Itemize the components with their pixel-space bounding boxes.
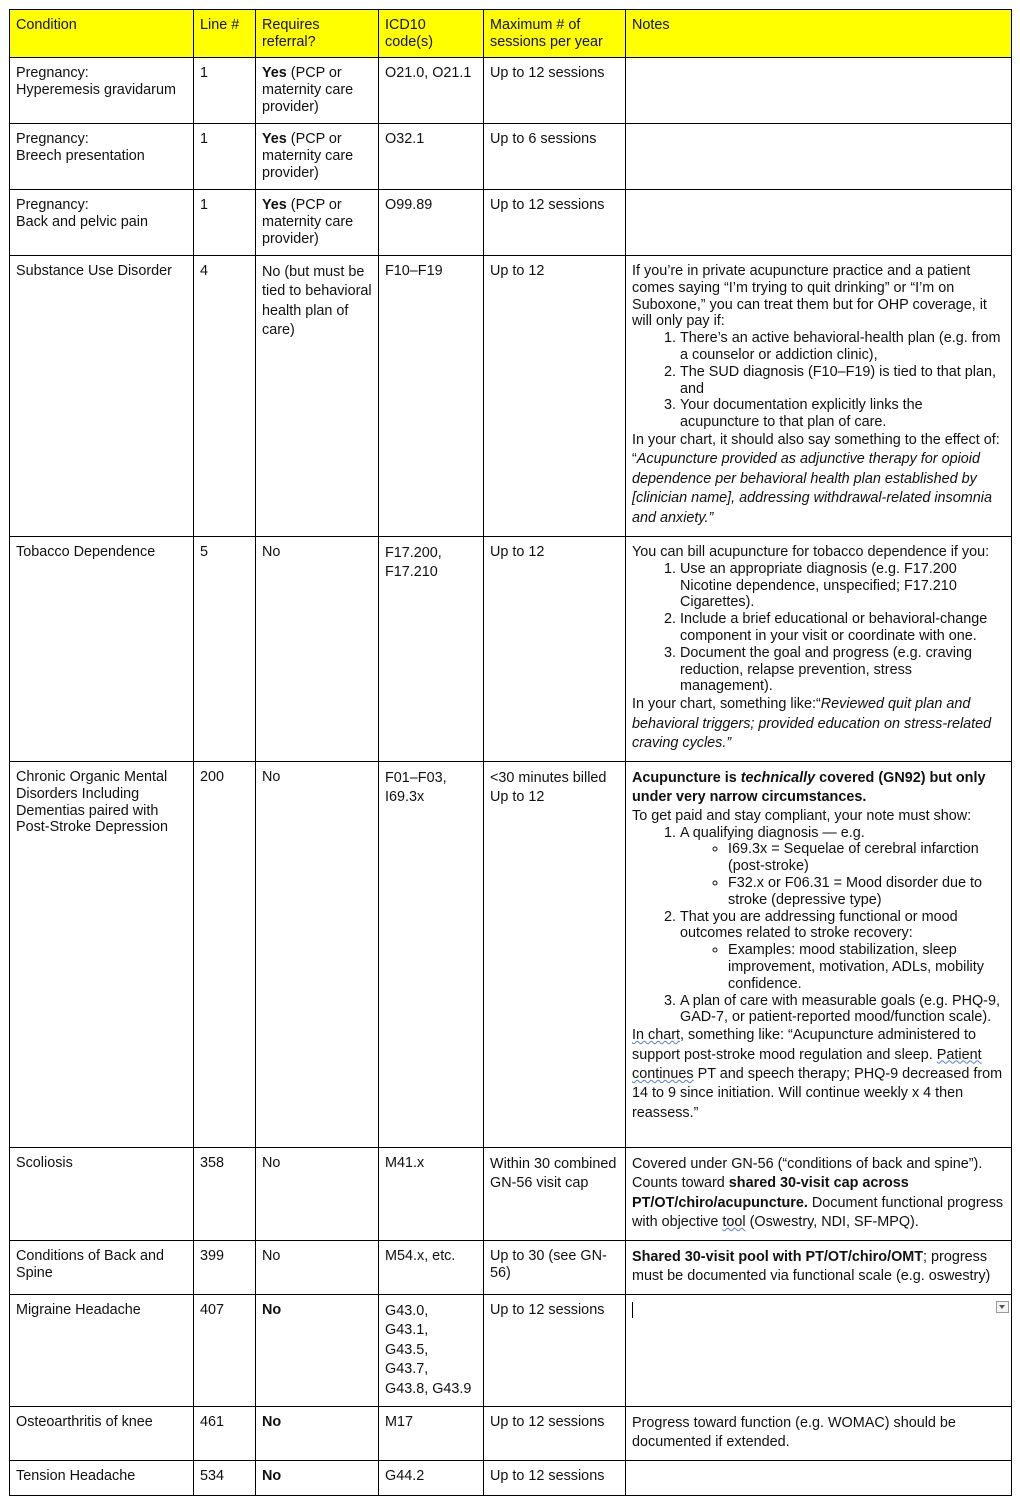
notes-cell	[626, 124, 1012, 190]
referral-cell: No	[256, 1407, 379, 1461]
notes-cell: Shared 30-visit pool with PT/OT/chiro/OMT; progress must be documented via functional scale (e.g. oswestry)	[626, 1241, 1012, 1295]
condition-cell: Tobacco Dependence	[10, 537, 194, 762]
max-sessions-cell: Up to 12 sessions	[484, 58, 626, 124]
header-referral: Requires referral?	[256, 10, 379, 58]
notes-cell	[626, 537, 1012, 762]
table-row	[10, 256, 1012, 537]
condition-cell: Conditions of Back and Spine	[10, 1241, 194, 1295]
max-sessions-cell: Up to 12 sessions	[484, 190, 626, 256]
notes-cell	[626, 256, 1012, 537]
line-cell: 461	[194, 1407, 256, 1461]
header-condition: Condition	[10, 10, 194, 58]
condition-cell: Pregnancy: Back and pelvic pain	[10, 190, 194, 256]
referral-cell: Yes (PCP or maternity care provider)	[256, 58, 379, 124]
list-item: 2. The SUD diagnosis (F10–F19) is tied to that plan, and	[680, 364, 1005, 398]
max-sessions-cell: Up to 6 sessions	[484, 124, 626, 190]
condition-cell: Substance Use Disorder	[10, 256, 194, 537]
notes-cell: Progress toward function (e.g. WOMAC) should be documented if extended.	[626, 1407, 1012, 1461]
icd10-cell: F17.200, F17.210	[379, 537, 484, 762]
coverage-table	[9, 9, 1012, 1496]
list-item: 3. Your documentation explicitly links the acupuncture to that plan of care.	[680, 397, 1005, 431]
line-cell: 4	[194, 256, 256, 537]
sub-list	[680, 942, 1005, 992]
icd10-cell: F10–F19	[379, 256, 484, 537]
referral-cell: Yes (PCP or maternity care provider)	[256, 190, 379, 256]
chart-example: In your chart, it should also say something to the effect of: “Acupuncture provided as adjunctive therapy for opioid dependence per behavioral health plan established by [clinician name], addressing withdrawal-related insomnia and anxiety.”	[632, 431, 1000, 526]
max-sessions-cell: Up to 30 (see GN-56)	[484, 1241, 626, 1295]
line-cell: 534	[194, 1461, 256, 1496]
chart-example: In chart, something like: “Acupuncture administered to support post-stroke mood regulation and sleep. Patient continues PT and speech therapy; PHQ-9 decreased from 14 to 9 since initiation. Will continue weekly x 4 then reassess.”	[632, 1027, 1003, 1121]
header-line: Line #	[194, 10, 256, 58]
notes-cell: Covered under GN-56 (“conditions of back and spine”). Counts toward shared 30-visit cap across PT/OT/chiro/acupuncture. Document functional progress with objective tool (Oswestry, NDI, SF-MPQ).	[626, 1148, 1012, 1241]
cell-dropdown-icon[interactable]	[996, 1301, 1009, 1313]
icd10-cell: O32.1	[379, 124, 484, 190]
line-cell: 399	[194, 1241, 256, 1295]
max-sessions-cell: Up to 12	[484, 256, 626, 537]
icd10-cell: F01–F03, I69.3x	[379, 762, 484, 1148]
referral-cell: No	[256, 1461, 379, 1496]
sub-list-item: ◦ I69.3x = Sequelae of cerebral infarction (post-stroke)	[728, 841, 1005, 875]
notes-intro: You can bill acupuncture for tobacco dependence if you:	[632, 544, 990, 560]
line-cell: 5	[194, 537, 256, 762]
referral-cell: Yes (PCP or maternity care provider)	[256, 124, 379, 190]
list-item: 1. There’s an active behavioral-health plan (e.g. from a counselor or addiction clinic),	[680, 330, 1005, 364]
table-row	[10, 762, 1012, 1148]
spellcheck-word: tool	[722, 1214, 746, 1231]
sub-list-item: ◦ Examples: mood stabilization, sleep improvement, motivation, ADLs, mobility confidence.	[728, 942, 1005, 992]
list-item: 1. A qualifying diagnosis — e.g. ◦ I69.3x = Sequelae of cerebral infarction (post-stroke) ◦ F32.x or F06.31 = Mood disorder due to stroke (depressive type)	[680, 825, 1005, 909]
referral-cell: No	[256, 762, 379, 1148]
header-icd10: ICD10 code(s)	[379, 10, 484, 58]
spellcheck-word: In chart	[632, 1027, 680, 1044]
sub-list-item: ◦ F32.x or F06.31 = Mood disorder due to stroke (depressive type)	[728, 875, 1005, 909]
referral-cell: No (but must be tied to behavioral health plan of care)	[256, 256, 379, 537]
icd10-cell: O99.89	[379, 190, 484, 256]
notes-cell	[626, 58, 1012, 124]
header-row	[10, 10, 1012, 58]
table-row	[10, 1295, 1012, 1407]
list-item: 2. That you are addressing functional or mood outcomes related to stroke recovery: ◦ Examples: mood stabilization, sleep improvement, motivation, ADLs, mobility confidence.	[680, 909, 1005, 993]
condition-cell: Tension Headache	[10, 1461, 194, 1496]
list-item: 3. A plan of care with measurable goals (e.g. PHQ-9, GAD-7, or patient-reported mood/function scale).	[680, 993, 1005, 1027]
line-cell: 358	[194, 1148, 256, 1241]
table-row	[10, 537, 1012, 762]
notes-intro: To get paid and stay compliant, your note must show:	[632, 807, 972, 824]
list-item: 2. Include a brief educational or behavioral-change component in your visit or coordinate with one.	[680, 611, 1005, 645]
text-cursor	[632, 1302, 633, 1318]
header-notes: Notes	[626, 10, 1012, 58]
table-row	[10, 1407, 1012, 1461]
icd10-cell: O21.0, O21.1	[379, 58, 484, 124]
icd10-cell: M17	[379, 1407, 484, 1461]
condition-cell: Chronic Organic Mental Disorders Including Dementias paired with Post-Stroke Depression	[10, 762, 194, 1148]
condition-cell: Pregnancy: Hyperemesis gravidarum	[10, 58, 194, 124]
table-row	[10, 1148, 1012, 1241]
notes-headline: Acupuncture is technically covered (GN92) but only under very narrow circumstances.	[632, 770, 986, 806]
referral-cell: No	[256, 537, 379, 762]
icd10-cell: M41.x	[379, 1148, 484, 1241]
line-cell: 1	[194, 58, 256, 124]
icd10-cell: M54.x, etc.	[379, 1241, 484, 1295]
notes-intro: If you’re in private acupuncture practice and a patient comes saying “I’m trying to quit drinking” or “I’m on Suboxone,” you can treat them but for OHP coverage, it will only pay if:	[632, 263, 987, 330]
notes-cell	[626, 1461, 1012, 1496]
notes-cell-editing[interactable]	[626, 1295, 1012, 1407]
condition-cell: Migraine Headache	[10, 1295, 194, 1407]
icd10-cell: G44.2	[379, 1461, 484, 1496]
line-cell: 200	[194, 762, 256, 1148]
referral-cell: No	[256, 1241, 379, 1295]
notes-cell	[626, 190, 1012, 256]
line-cell: 1	[194, 190, 256, 256]
max-sessions-cell: Within 30 combined GN-56 visit cap	[484, 1148, 626, 1241]
list-item: 3. Document the goal and progress (e.g. craving reduction, relapse prevention, stress management).	[680, 645, 1005, 695]
line-cell: 407	[194, 1295, 256, 1407]
max-sessions-cell: Up to 12 sessions	[484, 1295, 626, 1407]
notes-cell	[626, 762, 1012, 1148]
table-row	[10, 190, 1012, 256]
line-cell: 1	[194, 124, 256, 190]
notes-list	[632, 330, 1005, 431]
condition-cell: Osteoarthritis of knee	[10, 1407, 194, 1461]
table-row	[10, 1241, 1012, 1295]
table-row	[10, 124, 1012, 190]
icd10-cell: G43.0, G43.1, G43.5, G43.7, G43.8, G43.9	[379, 1295, 484, 1407]
table-row	[10, 58, 1012, 124]
sub-list	[680, 841, 1005, 908]
max-sessions-cell: Up to 12	[484, 537, 626, 762]
notes-list	[632, 825, 1005, 1027]
condition-cell: Pregnancy: Breech presentation	[10, 124, 194, 190]
notes-list	[632, 561, 1005, 695]
table-row	[10, 1461, 1012, 1496]
referral-cell: No	[256, 1148, 379, 1241]
referral-cell: No	[256, 1295, 379, 1407]
header-max-sessions: Maximum # of sessions per year	[484, 10, 626, 58]
max-sessions-cell: <30 minutes billed Up to 12	[484, 762, 626, 1148]
list-item: 1. Use an appropriate diagnosis (e.g. F17.200 Nicotine dependence, unspecified; F17.210 Cigarettes).	[680, 561, 1005, 611]
max-sessions-cell: Up to 12 sessions	[484, 1461, 626, 1496]
spellcheck-word: Patient continues	[632, 1046, 982, 1082]
chart-example: In your chart, something like:“Reviewed quit plan and behavioral triggers; provided education on stress-related craving cycles.”	[632, 696, 992, 751]
max-sessions-cell: Up to 12 sessions	[484, 1407, 626, 1461]
condition-cell: Scoliosis	[10, 1148, 194, 1241]
